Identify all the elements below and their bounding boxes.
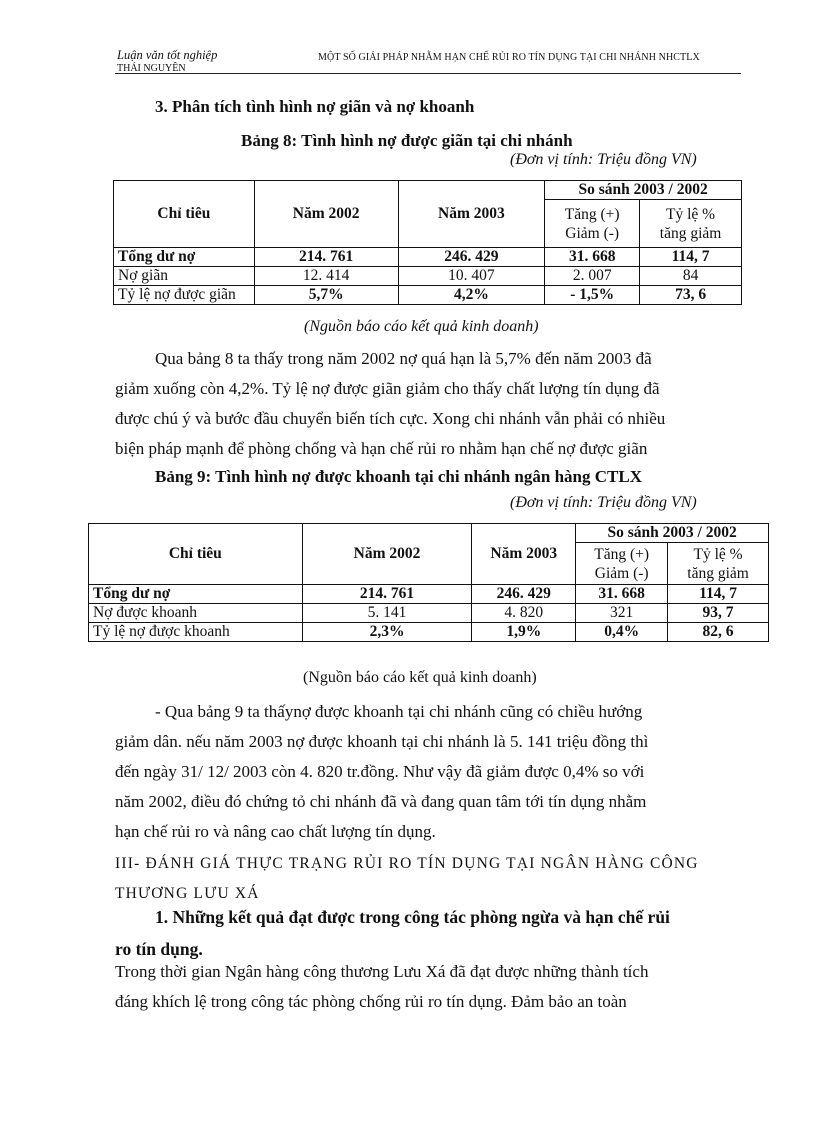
cell-2002: 2,3% (302, 623, 472, 642)
cell-change: 2. 007 (545, 267, 640, 286)
table9-caption: Bảng 9: Tình hình nợ được khoanh tại chi nhánh ngân hàng CTLX (155, 467, 642, 486)
cell-2002: 214. 761 (302, 585, 472, 604)
row-label: Nợ được khoanh (89, 604, 303, 623)
cell-ratio: 93, 7 (668, 604, 769, 623)
cell-ratio: 114, 7 (668, 585, 769, 604)
table-row (89, 623, 769, 642)
cell-ratio: 82, 6 (668, 623, 769, 642)
para3-line: Trong thời gian Ngân hàng công thương Lưu Xá đã đạt được những thành tích (115, 962, 649, 981)
row-label: Tỷ lệ nợ được khoanh (89, 623, 303, 642)
table-row (114, 286, 742, 305)
cell-change: 321 (576, 604, 668, 623)
cell-2002: 12. 414 (254, 267, 398, 286)
row-label: Tổng dư nợ (114, 248, 255, 267)
cell-2003: 10. 407 (398, 267, 545, 286)
table-row (89, 585, 769, 604)
table9-col-ratio-1: Tỷ lệ % (693, 545, 743, 563)
row-label: Tỷ lệ nợ được giãn (114, 286, 255, 305)
para2-line: giảm dân. nếu năm 2003 nợ được khoanh tại chi nhánh là 5. 141 triệu đồng thì (115, 732, 649, 751)
cell-2002: 214. 761 (254, 248, 398, 267)
table9 (88, 523, 769, 642)
section3-heading (115, 849, 699, 909)
table9-col-change (576, 543, 668, 585)
table-row (89, 604, 769, 623)
para2-line: đến ngày 31/ 12/ 2003 còn 4. 820 tr.đồng. Như vậy đã giảm được 0,4% so với (115, 762, 645, 781)
table8 (113, 180, 742, 305)
table9-col-change-2: Giảm (-) (594, 564, 649, 582)
table9-col-compare: So sánh 2003 / 2002 (576, 524, 769, 543)
header-divider (115, 73, 741, 74)
cell-ratio: 84 (640, 267, 742, 286)
header-title: MỘT SỐ GIẢI PHÁP NHẰM HẠN CHẾ RỦI RO TÍN DỤNG TẠI CHI NHÁNH NHCTLX (318, 52, 700, 63)
cell-change: 31. 668 (576, 585, 668, 604)
row-label: Nợ giãn (114, 267, 255, 286)
table8-unit: (Đơn vị tính: Triệu đồng VN) (510, 151, 697, 168)
paragraph-2 (115, 697, 740, 847)
para1-line: được chú ý và bước đầu chuyển biến tích cực. Xong chi nhánh vẫn phải có nhiều (115, 409, 666, 428)
table9-source: (Nguồn báo cáo kết quả kinh doanh) (303, 669, 537, 686)
cell-ratio: 73, 6 (640, 286, 742, 305)
table8-col-2002: Năm 2002 (254, 181, 398, 248)
table9-col-indicator: Chỉ tiêu (89, 524, 303, 585)
section3-line: III- ĐÁNH GIÁ THỰC TRẠNG RỦI RO TÍN DỤNG TẠI NGÂN HÀNG CÔNG (115, 855, 699, 872)
subsection-heading (115, 901, 670, 965)
para2-line: hạn chế rủi ro và nâng cao chất lượng tín dụng. (115, 822, 436, 841)
paragraph-1 (115, 344, 740, 464)
para1-line: giảm xuống còn 4,2%. Tỷ lệ nợ được giãn giảm cho thấy chất lượng tín dụng đã (115, 379, 660, 398)
table8-header-row (114, 181, 742, 200)
cell-2003: 4. 820 (472, 604, 576, 623)
paragraph-3 (115, 957, 740, 1017)
subsection-line: 1. Những kết quả đạt được trong công tác phòng ngừa và hạn chế rủi (155, 907, 670, 927)
cell-2003: 246. 429 (398, 248, 545, 267)
cell-change: 31. 668 (545, 248, 640, 267)
row-label: Tổng dư nợ (89, 585, 303, 604)
thesis-label: Luận văn tốt nghiệp (117, 48, 218, 62)
table-row (114, 248, 742, 267)
table8-col-ratio-1: Tỷ lệ % (666, 205, 716, 223)
cell-change: 0,4% (576, 623, 668, 642)
table8-caption: Bảng 8: Tình hình nợ được giãn tại chi nhánh (241, 131, 573, 150)
cell-ratio: 114, 7 (640, 248, 742, 267)
table8-col-change-1: Tăng (+) (564, 205, 620, 223)
para1-line: biện pháp mạnh để phòng chống và hạn chế rủi ro nhằm hạn chế nợ được giãn (115, 439, 648, 458)
para2-line: - Qua bảng 9 ta thấynợ được khoanh tại chi nhánh cũng có chiều hướng (155, 702, 643, 721)
cell-2003: 4,2% (398, 286, 545, 305)
table9-col-ratio (668, 543, 769, 585)
table9-col-2003: Năm 2003 (472, 524, 576, 585)
table9-header-row (89, 524, 769, 543)
table8-col-ratio (640, 200, 742, 248)
table9-col-ratio-2: tăng giảm (687, 564, 749, 582)
table-row (114, 267, 742, 286)
table8-col-compare: So sánh 2003 / 2002 (545, 181, 742, 200)
table8-col-ratio-2: tăng giảm (659, 224, 722, 242)
cell-2003: 246. 429 (472, 585, 576, 604)
table9-unit: (Đơn vị tính: Triệu đồng VN) (510, 494, 697, 511)
table8-col-change (545, 200, 640, 248)
cell-2002: 5. 141 (302, 604, 472, 623)
cell-change: - 1,5% (545, 286, 640, 305)
section-heading: 3. Phân tích tình hình nợ giãn và nợ khoanh (155, 97, 475, 116)
table8-col-indicator: Chỉ tiêu (114, 181, 255, 248)
university-label: THÁI NGUYÊN (117, 63, 186, 74)
table8-col-change-2: Giảm (-) (565, 224, 620, 242)
table9-col-change-1: Tăng (+) (594, 545, 650, 563)
para1-line: Qua bảng 8 ta thấy trong năm 2002 nợ quá hạn là 5,7% đến năm 2003 đã (155, 349, 652, 368)
table8-source: (Nguồn báo cáo kết quả kinh doanh) (304, 318, 539, 335)
cell-2002: 5,7% (254, 286, 398, 305)
subsection-line: ro tín dụng. (115, 939, 203, 959)
section3-line: THƯƠNG LƯU XÁ (115, 885, 260, 902)
para3-line: đáng khích lệ trong công tác phòng chống rủi ro tín dụng. Đảm bảo an toàn (115, 992, 627, 1011)
header-left (117, 49, 217, 75)
table8-col-2003: Năm 2003 (398, 181, 545, 248)
table9-col-2002: Năm 2002 (302, 524, 472, 585)
para2-line: năm 2002, điều đó chứng tỏ chi nhánh đã và đang quan tâm tới tín dụng nhằm (115, 792, 647, 811)
cell-2003: 1,9% (472, 623, 576, 642)
